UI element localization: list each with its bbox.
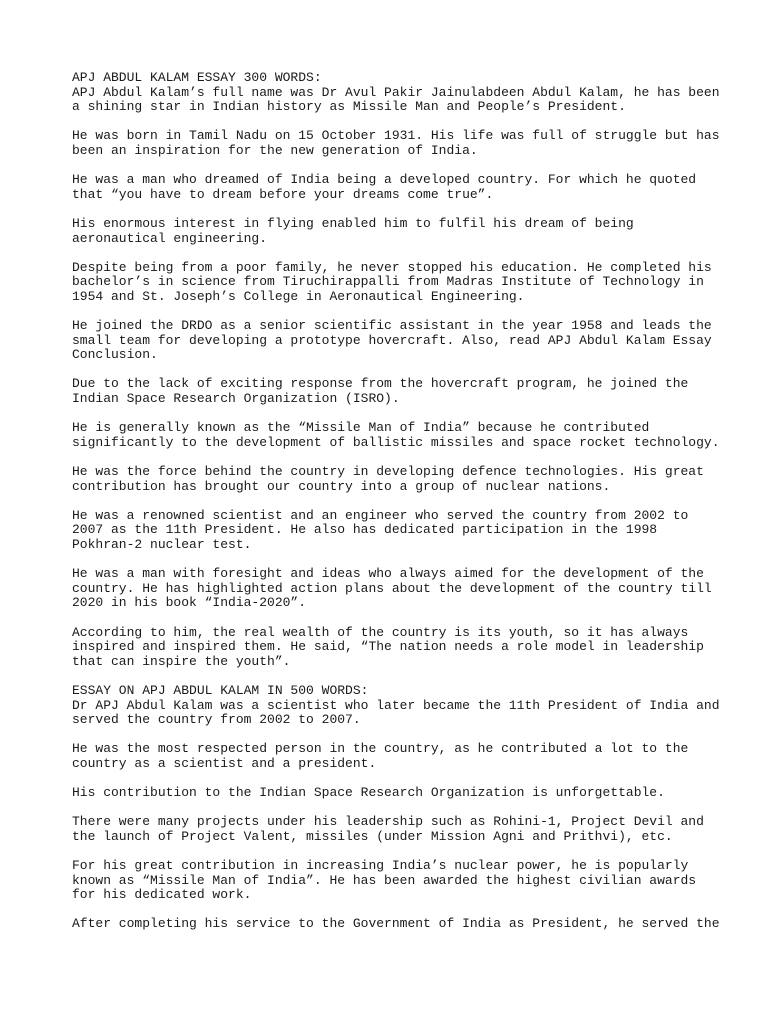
text-line: For his great contribution in increasing India’s nuclear power, he is popularly	[72, 858, 689, 874]
text-line: Pokhran-2 nuclear test.	[72, 537, 252, 552]
text-line: 1954 and St. Joseph’s College in Aeronautical Engineering.	[72, 288, 525, 304]
text-line: 2007 as the 11th President. He also has dedicated participation in the 1998	[72, 522, 658, 538]
document-page	[72, 70, 720, 932]
text-line: 2020 in his book “India-2020”.	[72, 595, 307, 611]
text-line: been an inspiration for the new generation of India.	[72, 142, 478, 158]
essay-paragraph	[72, 815, 712, 844]
text-line: that “you have to dream before your dreams come true”.	[72, 186, 494, 202]
text-line: that can inspire the youth”.	[72, 653, 291, 669]
text-line: APJ ABDUL KALAM ESSAY 300 WORDS:	[72, 70, 322, 85]
essay-paragraph	[72, 682, 720, 728]
essay-paragraph	[72, 742, 712, 771]
text-line: He was born in Tamil Nadu on 15 October 1931. His life was full of struggle but has	[72, 128, 720, 144]
text-line: APJ Abdul Kalam’s full name was Dr Avul Pakir Jainulabdeen Abdul Kalam, he has been	[72, 84, 720, 100]
text-line: aeronautical engineering.	[72, 230, 268, 246]
text-line: He was a man who dreamed of India being a developed country. For which he quoted	[72, 172, 697, 188]
essay-paragraph	[72, 420, 720, 450]
text-line: After completing his service to the Government of India as President, he served the	[72, 916, 720, 932]
text-line: a shining star in Indian history as Missile Man and People’s President.	[72, 99, 626, 115]
essay-paragraph	[72, 509, 712, 553]
text-line: bachelor’s in science from Tiruchirappalli from Madras Institute of Technology in	[72, 274, 704, 290]
text-line: country. He has highlighted action plans about the development of the country till	[72, 580, 712, 596]
text-line: He was a man with foresight and ideas who always aimed for the development of the	[72, 566, 704, 582]
text-line: His enormous interest in flying enabled him to fulfil his dream of being	[72, 215, 634, 231]
text-line: He joined the DRDO as a senior scientific assistant in the year 1958 and leads the	[72, 318, 712, 334]
text-line: He is generally known as the “Missile Man of India” because he contributed	[72, 420, 650, 436]
text-line: His contribution to the Indian Space Research Organization is unforgettable.	[72, 785, 665, 801]
essay-paragraph	[72, 217, 712, 246]
essay-paragraph	[72, 626, 712, 670]
text-line: Due to the lack of exciting response from the hovercraft program, he joined the	[72, 376, 689, 392]
text-line: He was the most respected person in the country, as he contributed a lot to the	[72, 741, 689, 757]
text-line: small team for developing a prototype hovercraft. Also, read APJ Abdul Kalam Essay	[72, 332, 712, 348]
essay-paragraph	[72, 916, 720, 932]
text-line: country as a scientist and a president.	[72, 755, 377, 771]
text-line: ESSAY ON APJ ABDUL KALAM IN 500 WORDS:	[72, 682, 369, 698]
text-line: contribution has brought our country into a group of nuclear nations.	[72, 478, 611, 494]
essay-paragraph	[72, 377, 712, 406]
essay-paragraph	[72, 786, 712, 801]
essay-paragraph	[72, 70, 720, 115]
text-line: known as “Missile Man of India”. He has been awarded the highest civilian awards	[72, 872, 697, 888]
text-line: There were many projects under his leadership such as Rohini-1, Project Devil and	[72, 814, 704, 830]
text-line: served the country from 2002 to 2007.	[72, 712, 361, 728]
essay-paragraph	[72, 567, 712, 611]
text-line: According to him, the real wealth of the country is its youth, so it has always	[72, 624, 689, 640]
essay-paragraph	[72, 465, 712, 494]
essay-paragraph	[72, 319, 712, 363]
essay-paragraph	[72, 261, 712, 305]
essay-paragraph	[72, 128, 720, 158]
text-line: He was the force behind the country in developing defence technologies. His great	[72, 464, 704, 480]
text-line: significantly to the development of ballistic missiles and space rocket technology.	[72, 434, 720, 450]
text-line: Conclusion.	[72, 347, 158, 363]
text-line: Indian Space Research Organization (ISRO).	[72, 391, 400, 407]
text-line: for his dedicated work.	[72, 887, 252, 903]
essay-paragraph	[72, 173, 712, 202]
text-line: inspired and inspired them. He said, “The nation needs a role model in leadership	[72, 639, 704, 655]
essay-paragraph	[72, 859, 712, 903]
text-line: He was a renowned scientist and an engineer who served the country from 2002 to	[72, 507, 689, 523]
text-line: Dr APJ Abdul Kalam was a scientist who later became the 11th President of India and	[72, 697, 720, 713]
text-line: Despite being from a poor family, he never stopped his education. He completed his	[72, 259, 712, 275]
text-line: the launch of Project Valent, missiles (under Mission Agni and Prithvi), etc.	[72, 828, 673, 844]
